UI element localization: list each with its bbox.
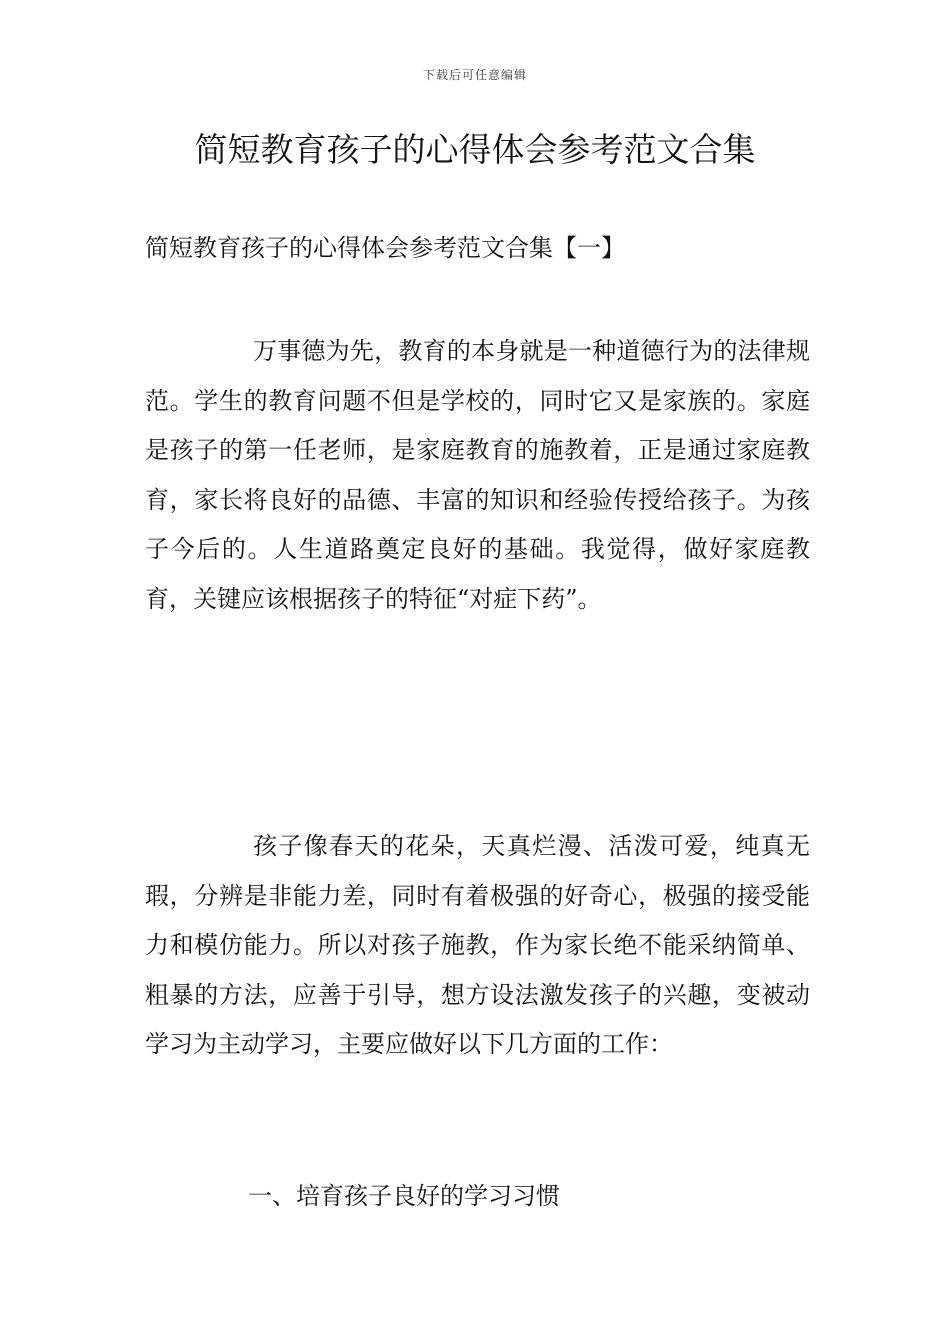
header-note: 下载后可任意编辑: [422, 68, 527, 82]
paragraph-1: 万事德为先，教育的本身就是一种道德行为的法律规范。学生的教育问题不但是学校的，同时它又是家族的。家庭是孩子的第一任老师，是家庭教育的施教着，正是通过家庭教育，家长将良好的品德、丰富的知识和经验传授给孩子。为孩子今后的。人生道路奠定良好的基础。我觉得，做好家庭教育，关键应该根据孩子的特征“对症下药”。: [145, 337, 810, 613]
paragraph-2: 孩子像春天的花朵，天真烂漫、活泼可爱，纯真无瑕，分辨是非能力差，同时有着极强的好奇心，极强的接受能力和模仿能力。所以对孩子施教，作为家长绝不能采纳简单、粗暴的方法，应善于引导，想方设法激发孩子的兴趣，变被动学习为主动学习，主要应做好以下几方面的工作：: [145, 832, 810, 1058]
section-title: 简短教育孩子的心得体会参考范文合集【一】: [145, 234, 625, 262]
subheading: 一、培育孩子良好的学习习惯: [248, 1182, 560, 1210]
document-title: 简短教育孩子的心得体会参考范文合集: [194, 130, 756, 169]
